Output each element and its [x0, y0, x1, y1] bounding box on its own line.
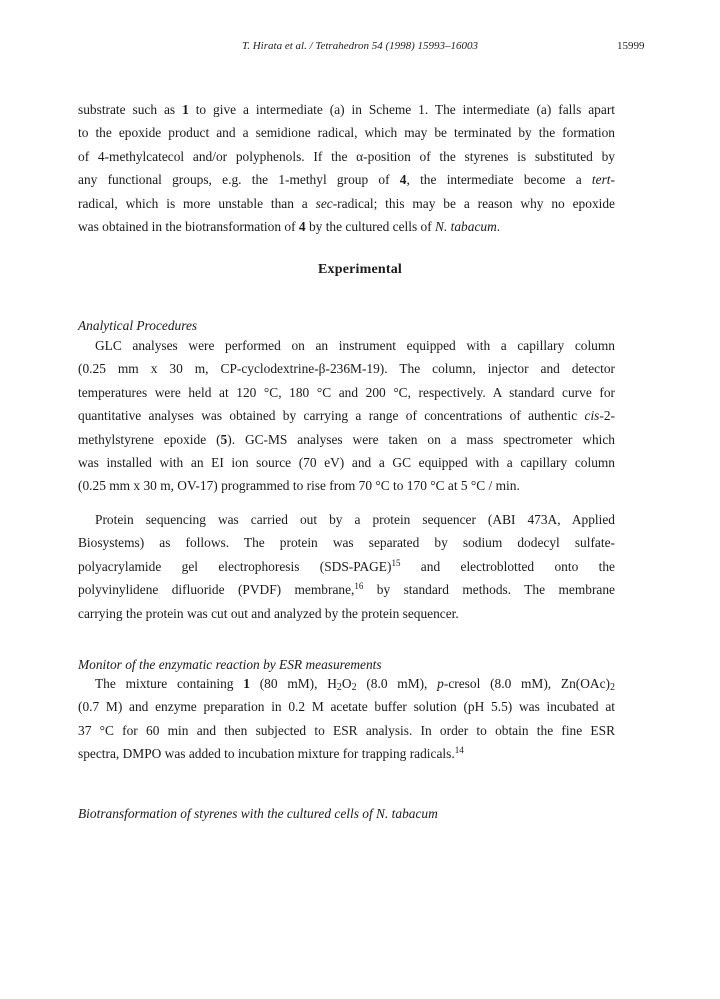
text-line: spectra, DMPO was added to incubation mixture for trapping radicals.$^{14}$ — [78, 745, 464, 762]
text-line: (0.25 mm x 30 m, CP-cyclodextrine-β-236M-19). The column, injector and detector — [78, 361, 615, 377]
text-line: polyacrylamide gel electrophoresis (SDS-PAGE)$^{15}$ and electroblotted onto the — [78, 557, 615, 574]
text-line: 37 °C for 60 min and then subjected to ESR analysis. In order to obtain the fine ESR — [78, 722, 615, 738]
text-line: The mixture containing 1 (80 mM), $H_2O_2$ (8.0 mM), p-cresol (8.0 mM), $Zn(OAc)_2$ — [95, 676, 615, 693]
text-line: temperatures were held at 120 °C, 180 °C and 200 °C, respectively. A standard curve for — [78, 384, 615, 400]
text-line: (0.25 mm x 30 m, OV-17) programmed to rise from 70 °C to 170 °C at 5 °C / min. — [78, 478, 520, 494]
experimental-heading: Experimental — [317, 262, 403, 277]
biotransformation-section-title: Biotransformation of styrenes with the cultured cells of N. tabacum — [78, 806, 438, 821]
text-line: polyvinylidene difluoride (PVDF) membrane,$^{16}$ by standard methods. The membrane — [78, 581, 615, 598]
esr-paragraph — [78, 672, 615, 766]
intro-paragraph — [78, 98, 615, 238]
analytical-procedures-title: Analytical Procedures — [78, 318, 198, 333]
page-number: 15999 — [617, 40, 645, 52]
text-line: any functional groups, e.g. the 1-methyl group of 4, the intermediate become a tert- — [78, 172, 615, 188]
text-line: (0.7 M) and enzyme preparation in 0.2 M acetate buffer solution (pH 5.5) was incubated at — [78, 699, 615, 715]
text-line: was installed with an EI ion source (70 eV) and a GC equipped with a capillary column — [78, 455, 615, 471]
esr-section-title: Monitor of the enzymatic reaction by ESR measurements — [78, 657, 382, 672]
text-line: Protein sequencing was carried out by a protein sequencer (ABI 473A, Applied — [95, 512, 615, 527]
text-line: to the epoxide product and a semidione radical, which may be terminated by the formation — [78, 125, 615, 141]
text-line: carrying the protein was cut out and analyzed by the protein sequencer. — [78, 605, 459, 621]
text-line: methylstyrene epoxide (5). GC-MS analyses were taken on a mass spectrometer which — [78, 431, 616, 447]
analytical-paragraph-2 — [78, 508, 615, 625]
text-line: quantitative analyses was obtained by carrying a range of concentrations of authentic cis-2- — [78, 408, 615, 424]
text-line: Biosystems) as follows. The protein was separated by sodium dodecyl sulfate- — [78, 535, 615, 551]
text-line: substrate such as 1 to give a intermediate (a) in Scheme 1. The intermediate (a) falls apart — [78, 102, 615, 117]
analytical-paragraph-1 — [78, 334, 615, 498]
text-line: radical, which is more unstable than a sec-radical; this may be a reason why no epoxide — [78, 195, 615, 211]
text-line: of 4-methylcatecol and/or polyphenols. If the α-position of the styrenes is substituted by — [78, 148, 615, 164]
running-head: T. Hirata et al. / Tetrahedron 54 (1998) 15993–16003 — [241, 40, 479, 52]
text-line: GLC analyses were performed on an instrument equipped with a capillary column — [95, 338, 615, 353]
text-line: was obtained in the biotransformation of 4 by the cultured cells of N. tabacum. — [78, 219, 501, 235]
